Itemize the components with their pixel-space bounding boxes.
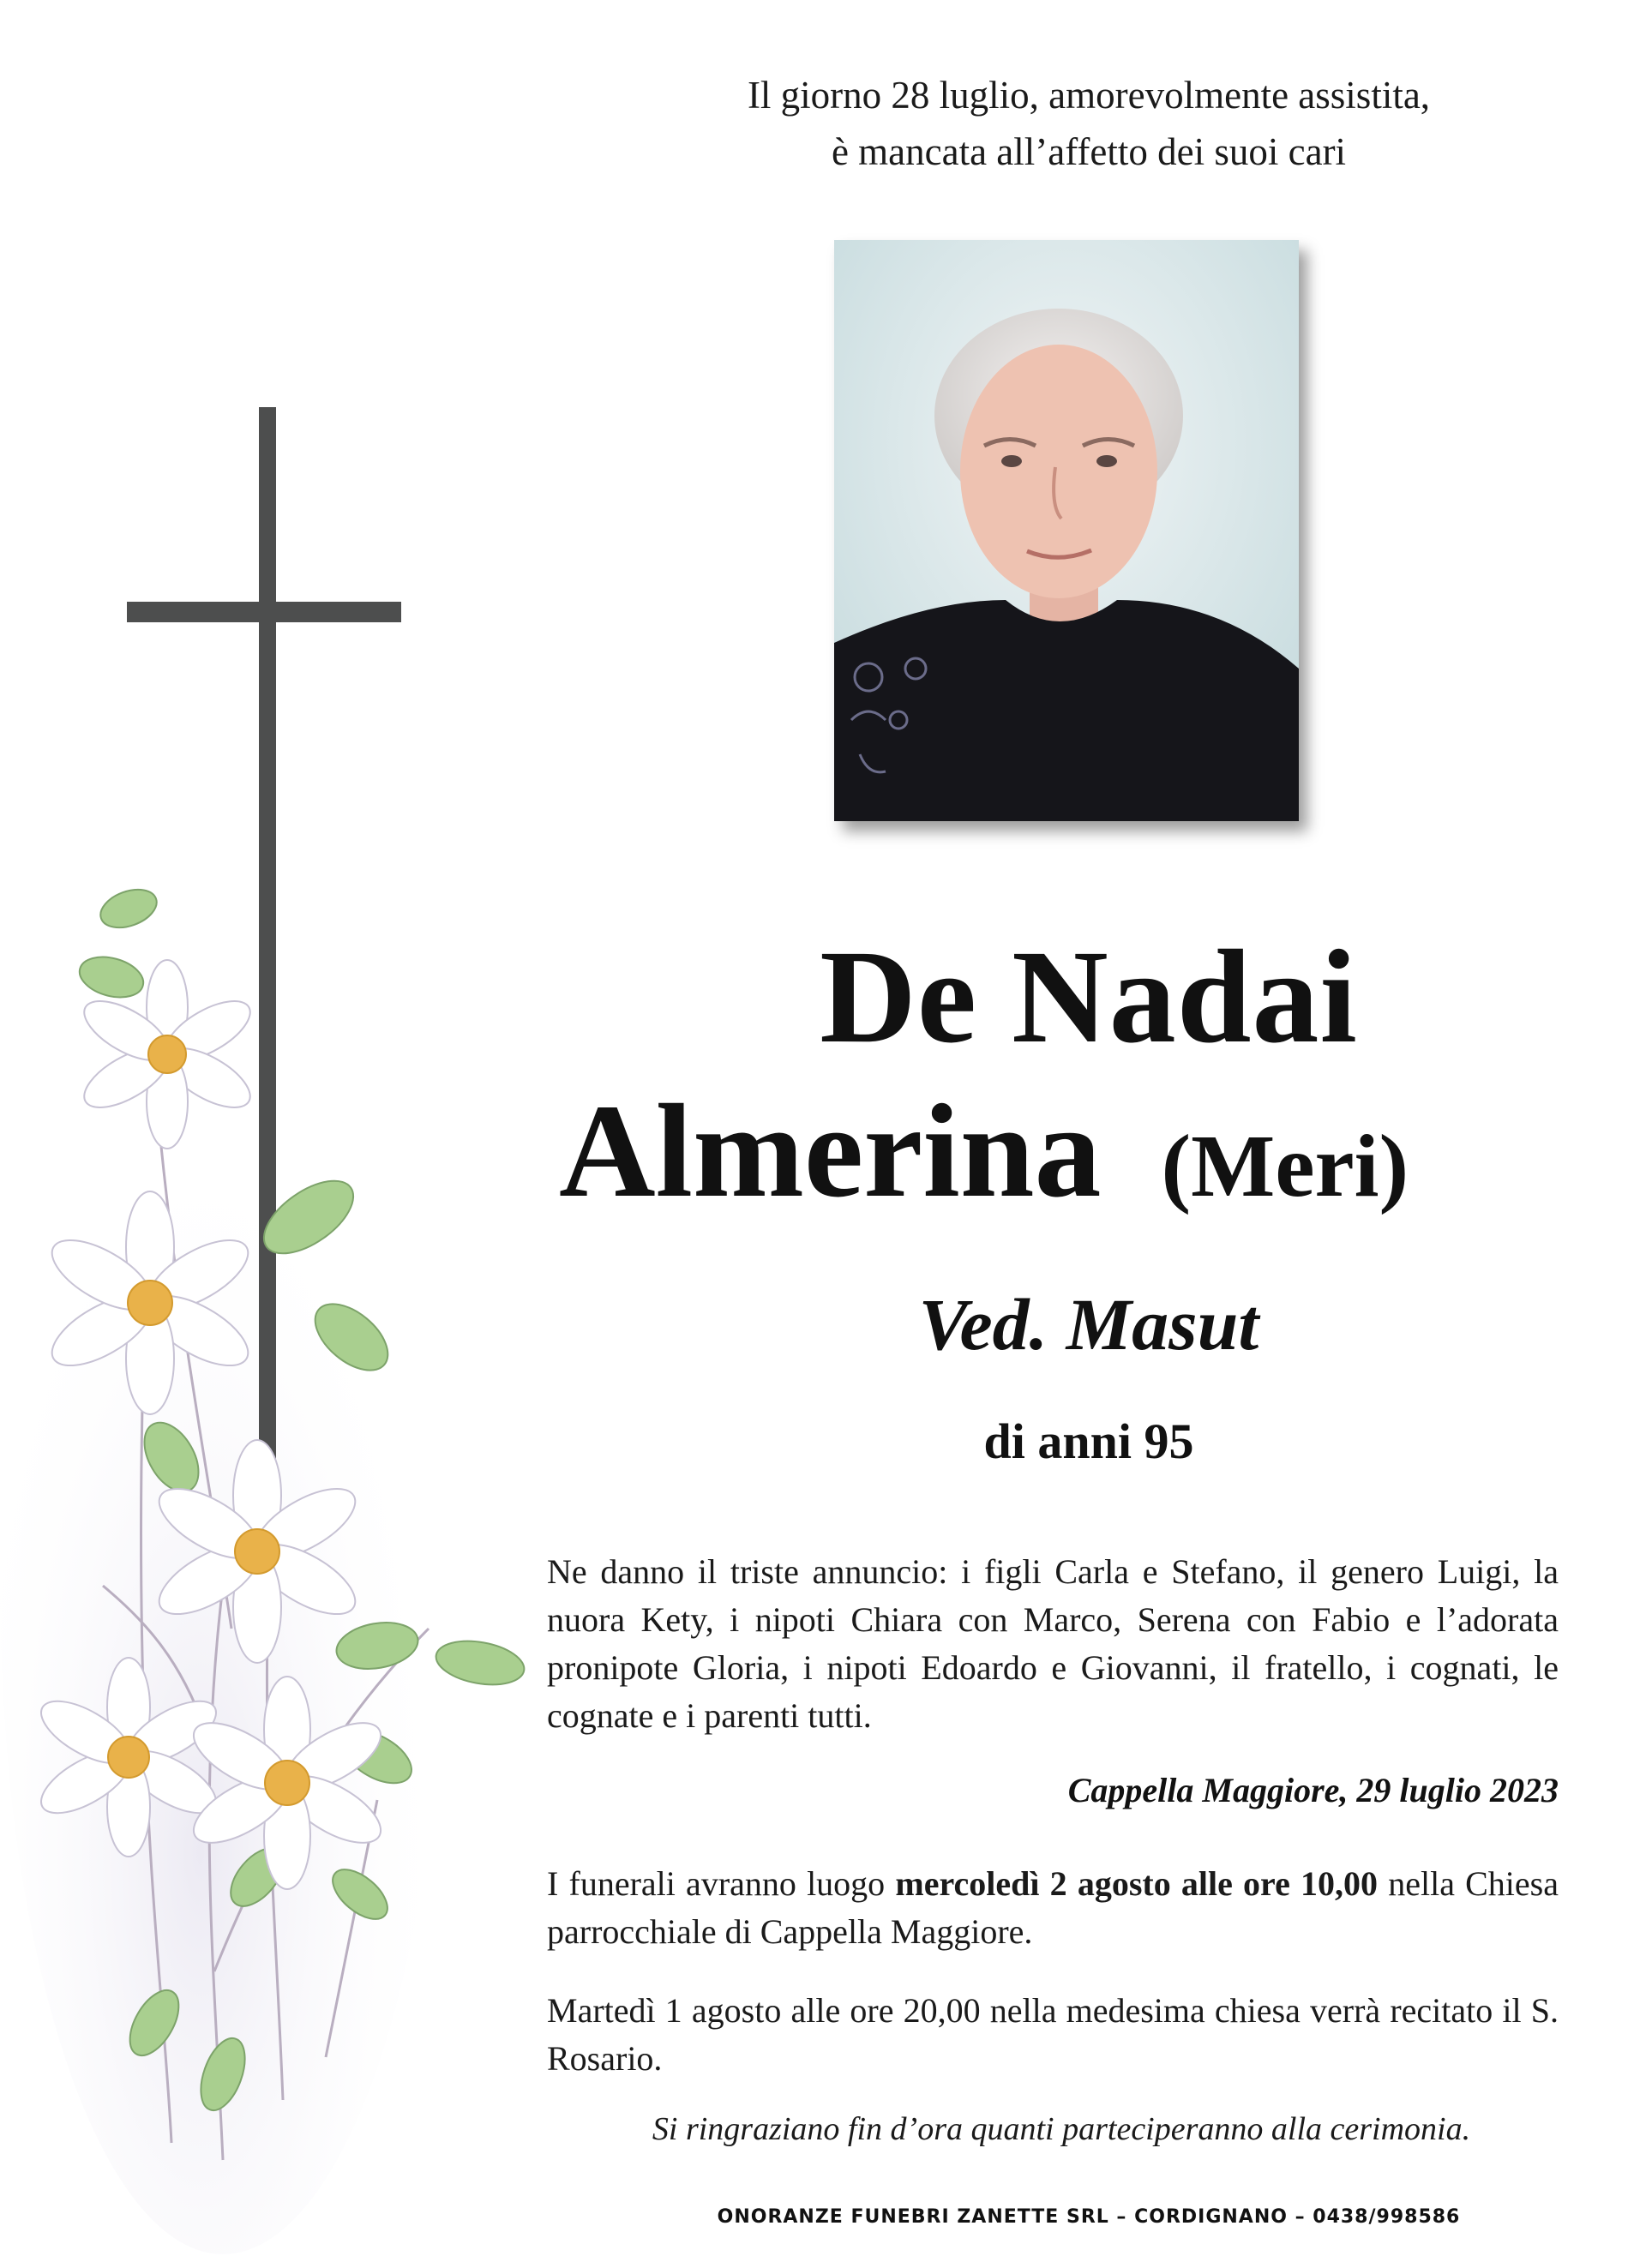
widow-of: Ved. Masut <box>918 1283 1259 1365</box>
deceased-surname: De Nadai <box>820 922 1358 1071</box>
deceased-age: di anni 95 <box>983 1413 1194 1469</box>
funeral-paragraph <box>547 1860 1559 1956</box>
place-and-date: Cappella Maggiore, 29 luglio 2023 <box>1067 1771 1559 1809</box>
announcement-paragraph: Ne danno il triste annuncio: i figli Carla e Stefano, il genero Luigi, la nuora Kety, i nipoti Chiara con Marco, Serena con Fabio e l’adorata pronipote Gloria, i nipoti Edoardo e Giovanni, il fratello, i cognati, le cognate e i parenti tutti. <box>547 1552 1559 1735</box>
deceased-name-line <box>559 1078 1639 1239</box>
thanks-line: Si ringraziano fin d’ora quanti parteciperanno alla cerimonia. <box>652 2111 1471 2147</box>
deceased-nickname: (Meri) <box>1161 1117 1409 1215</box>
deceased-first-name: Almerina <box>559 1077 1102 1225</box>
funeral-text-before: I funerali avranno luogo <box>547 1864 896 1903</box>
intro-line-1: Il giorno 28 luglio, amorevolmente assistita, <box>747 74 1431 117</box>
cross-and-flowers-decoration <box>0 0 549 2268</box>
intro-text <box>549 67 1629 180</box>
funeral-text-after: nella Chiesa parrocchiale di Cappella Maggiore. <box>547 1864 1559 1951</box>
intro-line-2: è mancata all’affetto dei suoi cari <box>831 130 1347 173</box>
funeral-date-time: mercoledì 2 agosto alle ore 10,00 <box>895 1864 1379 1903</box>
funeral-home-footer: ONORANZE FUNEBRI ZANETTE SRL – CORDIGNANO – 0438/998586 <box>717 2206 1461 2228</box>
rosary-paragraph: Martedì 1 agosto alle ore 20,00 nella medesima chiesa verrà recitato il S. Rosario. <box>547 1991 1559 2078</box>
portrait-photo <box>834 240 1299 821</box>
